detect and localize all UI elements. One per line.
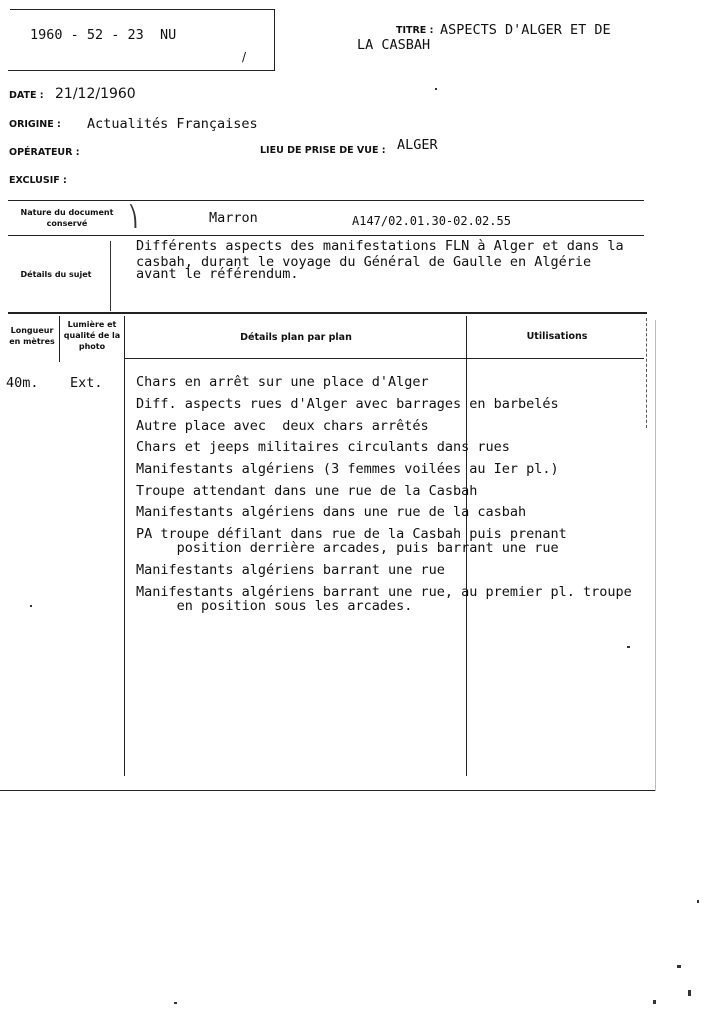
- date-label: DATE :: [9, 90, 44, 101]
- titre-line-2: LA CASBAH: [357, 37, 431, 53]
- card-bottom-edge: [0, 790, 656, 791]
- header-lumiere: Lumière et qualité de la photo: [63, 320, 121, 351]
- plan-row-3: Autre place avec deux chars arrêtés: [136, 418, 429, 434]
- scan-speck: [688, 990, 691, 996]
- plan-row-10: Manifestants algériens barrant une rue, au premier pl. troupe: [136, 584, 632, 600]
- scan-speck: [174, 1002, 177, 1004]
- right-edge-ticks: [646, 318, 649, 428]
- scan-speck: [30, 605, 32, 607]
- origine-value: Actualités Françaises: [87, 116, 258, 132]
- header-longueur: Longueur en mètres: [9, 326, 55, 346]
- scan-speck: [653, 1000, 656, 1004]
- scan-speck: [435, 88, 437, 90]
- details-sujet-label: Détails du sujet: [20, 270, 92, 279]
- scan-speck: [627, 646, 630, 648]
- date-value: 21/12/1960: [55, 86, 136, 102]
- plan-row-4: Chars et jeeps militaires circulants dans rues: [136, 439, 510, 455]
- nature-value: Marron: [209, 210, 258, 226]
- plan-row-1: Chars en arrêt sur une place d'Alger: [136, 374, 429, 390]
- nature-code: A147/02.01.30-02.02.55: [352, 214, 511, 228]
- exclusif-label: EXCLUSIF :: [9, 175, 67, 186]
- scan-speck: [677, 965, 681, 968]
- pen-stroke: /: [242, 50, 247, 64]
- titre-label: TITRE :: [396, 25, 434, 36]
- nature-bottom-rule: [8, 235, 644, 236]
- table-top-rule: [8, 312, 647, 314]
- ref-box-bottom-border: [8, 70, 275, 71]
- reference-number: 1960 - 52 - 23 NU: [30, 27, 177, 43]
- header-bottom-rule: [124, 358, 644, 359]
- plan-row-10-cont: en position sous les arcades.: [136, 598, 413, 614]
- plan-row-8: PA troupe défilant dans rue de la Casbah puis prenant: [136, 526, 567, 542]
- ref-box-top-border: [10, 9, 274, 10]
- nature-brace: ⎞: [128, 204, 138, 228]
- plan-row-8-cont: position derrière arcades, puis barrant une rue: [136, 540, 559, 556]
- origine-label: ORIGINE :: [9, 119, 61, 130]
- longueur-value: 40m.: [6, 375, 39, 391]
- col-divider-2: [124, 316, 125, 776]
- card-right-edge: [655, 320, 656, 791]
- nature-top-rule: [8, 200, 644, 201]
- header-utilisations: Utilisations: [526, 331, 588, 342]
- lieu-label: LIEU DE PRISE DE VUE :: [260, 145, 386, 156]
- titre-line-1: ASPECTS D'ALGER ET DE: [440, 22, 611, 38]
- lumiere-value: Ext.: [70, 375, 103, 391]
- details-sujet-line-3: avant le référendum.: [136, 266, 299, 282]
- details-sujet-line-2: casbah, durant le voyage du Général de Gaulle en Algérie: [136, 254, 592, 270]
- plan-row-5: Manifestants algériens (3 femmes voilées au Ier pl.): [136, 461, 559, 477]
- plan-row-6: Troupe attendant dans une rue de la Casbah: [136, 483, 478, 499]
- col-divider-1: [59, 316, 60, 362]
- ref-box-right-border: [274, 9, 275, 71]
- details-sujet-line-1: Différents aspects des manifestations FLN à Alger et dans la: [136, 238, 624, 254]
- scan-speck: [697, 900, 699, 903]
- header-details: Détails plan par plan: [240, 332, 352, 343]
- nature-label: Nature du document conservé: [20, 208, 114, 228]
- operateur-label: OPÉRATEUR :: [9, 147, 80, 158]
- plan-row-9: Manifestants algériens barrant une rue: [136, 562, 445, 578]
- plan-row-7: Manifestants algériens dans une rue de la casbah: [136, 504, 527, 520]
- details-sujet-brace: [100, 241, 111, 311]
- lieu-value: ALGER: [397, 137, 438, 153]
- plan-row-2: Diff. aspects rues d'Alger avec barrages en barbelés: [136, 396, 559, 412]
